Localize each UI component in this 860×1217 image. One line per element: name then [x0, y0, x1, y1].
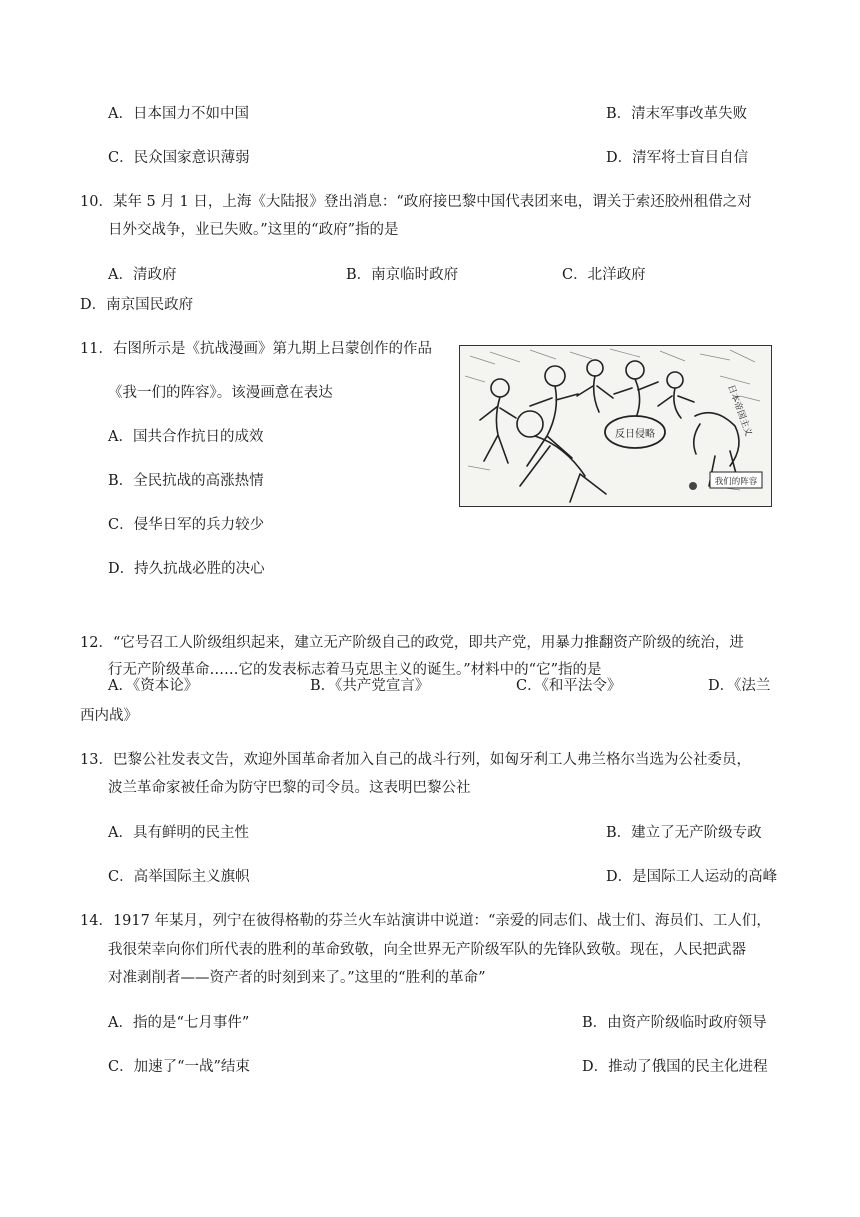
q10-option-d: D．南京国民政府: [80, 297, 194, 313]
q12-stem-line1: 12．“它号召工人阶级组织起来，建立无产阶级自己的政党，即共产党，用暴力推翻资产阶级的统治，进: [80, 635, 744, 651]
cartoon-ball-label: 反日侵略: [615, 429, 655, 440]
q13-stem-line1: 13．巴黎公社发表文告，欢迎外国革命者加入自己的战斗行列，如匈牙利工人弗兰格尔当选为公社委员，: [80, 752, 751, 768]
q12-option-d-line1: D．《法兰: [708, 678, 771, 694]
q12-option-a: A．《资本论》: [108, 678, 199, 694]
q12-stem-line2: 行无产阶级革命……它的发表标志着马克思主义的诞生。”材料中的“它”指的是: [108, 662, 602, 678]
q13-option-a: A．具有鲜明的民主性: [108, 825, 249, 841]
cartoon-japan-label: 日本帝国主义: [725, 383, 754, 438]
q9-option-a: A．日本国力不如中国: [108, 106, 249, 122]
q10-option-c: C．北洋政府: [562, 267, 646, 283]
cartoon-caption-label: 我们的阵容: [714, 477, 758, 487]
q14-option-b: B．由资产阶级临时政府领导: [582, 1015, 767, 1031]
q10-option-a: A．清政府: [108, 267, 177, 283]
q11-stem-line1: 11．右图所示是《抗战漫画》第九期上吕蒙创作的作品: [80, 341, 432, 357]
q14-option-d: D．推动了俄国的民主化进程: [582, 1059, 768, 1075]
q14-stem-line1: 14．1917 年某月，列宁在彼得格勒的芬兰火车站演讲中说道：“亲爱的同志们、战士们、海员们、工人们，: [80, 913, 771, 929]
q11-stem-line2: 《我一们的阵容》。该漫画意在表达: [108, 385, 333, 401]
q9-option-b: B．清末军事改革失败: [606, 106, 748, 122]
q10-stem-line2: 日外交战争，业已失败。”这里的“政府”指的是: [108, 222, 399, 238]
q9-option-d: D．清军将士盲目自信: [606, 150, 749, 166]
q13-option-b: B．建立了无产阶级专政: [606, 825, 762, 841]
q11-option-d: D．持久抗战必胜的决心: [108, 561, 265, 577]
q11-option-a: A．国共合作抗日的成效: [108, 429, 264, 445]
q12-option-b: B．《共产党宣言》: [310, 678, 430, 694]
q14-stem-line3: 对准剥削者——资产者的时刻到来了。”这里的“胜利的革命”: [108, 970, 486, 986]
q13-option-d: D．是国际工人运动的高峰: [606, 869, 778, 885]
q14-option-a: A．指的是“七月事件”: [108, 1015, 250, 1031]
q14-option-c: C．加速了“一战”结束: [108, 1059, 250, 1075]
q12-option-c: C．《和平法令》: [516, 678, 622, 694]
q13-stem-line2: 波兰革命家被任命为防守巴黎的司令员。这表明巴黎公社: [108, 780, 471, 796]
q14-stem-line2: 我很荣幸向你们所代表的胜利的革命致敬，向全世界无产阶级军队的先锋队致敬。现在，人民把武器: [108, 942, 746, 958]
q11-option-b: B．全民抗战的高涨热情: [108, 473, 264, 489]
q10-option-b: B．南京临时政府: [346, 267, 459, 283]
q11-option-c: C．侵华日军的兵力较少: [108, 517, 265, 533]
q12-option-d-line2: 西内战》: [80, 708, 138, 724]
q10-stem-line1: 10．某年 5 月 1 日，上海《大陆报》登出消息：“政府接巴黎中国代表团来电，谓关于索还胶州租借之对: [80, 194, 752, 210]
q11-cartoon-image: [459, 345, 772, 507]
q9-option-c: C．民众国家意识薄弱: [108, 150, 250, 166]
q13-option-c: C．高举国际主义旗帜: [108, 869, 250, 885]
